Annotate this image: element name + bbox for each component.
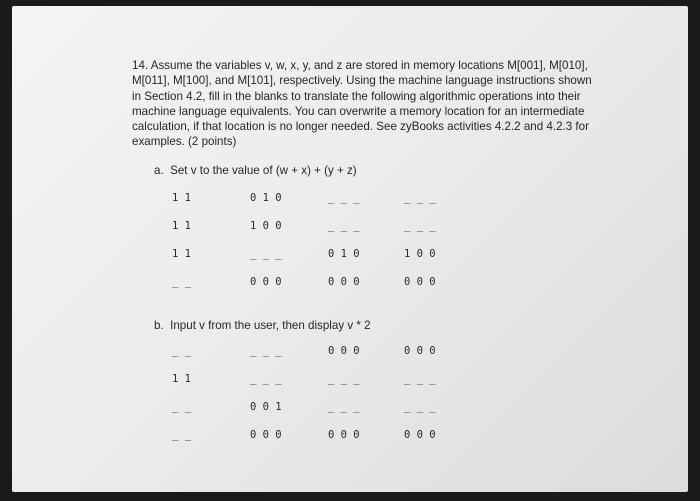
part-b-label: b. (154, 319, 164, 332)
part-b-heading (154, 319, 371, 332)
part-b-bit-group: 0 0 0 (250, 429, 282, 441)
part-a-bit-group: 1 0 0 (404, 248, 436, 260)
part-a-bit-group: 0 0 0 (404, 276, 436, 288)
question-text: Assume the variables v, w, x, y, and z are stored in memory locations M[001], M[010], M[011], M[100], and M[101], respectively. Using the machine language instructions shown in Section 4.2, fill in the blanks to translate the following algorithmic operations into their machine language equivalents. You can overwrite a memory location for an intermediate calculation, if that location is no longer needed. See zyBooks activities 4.2.2 and 4.2.3 for examples. (2 points) (132, 59, 592, 149)
part-a-bit-group: 1 1 (172, 248, 191, 260)
part-a-bit-group: 0 1 0 (250, 192, 282, 204)
question-14 (132, 58, 602, 150)
part-a-bit-group: 1 1 (172, 192, 191, 204)
part-b-bit-group: 0 0 0 (328, 429, 360, 441)
part-b-bit-group: 0 0 1 (250, 401, 282, 413)
part-a-label: a. (154, 164, 164, 177)
part-b-bit-group: 1 1 (172, 373, 191, 385)
part-b-prompt: Input v from the user, then display v * 2 (170, 319, 371, 332)
part-b-blank-field[interactable]: _ _ (172, 401, 191, 413)
part-b-bit-group: 0 0 0 (404, 345, 436, 357)
question-number: 14. (132, 59, 149, 72)
part-a-bit-group: 0 0 0 (250, 276, 282, 288)
part-a-blank-field[interactable]: _ _ _ (250, 248, 282, 260)
part-a-bit-group: 1 0 0 (250, 220, 282, 232)
part-b-bit-group: 0 0 0 (404, 429, 436, 441)
part-b-blank-field[interactable]: _ _ _ (328, 373, 360, 385)
part-b-blank-field[interactable]: _ _ _ (250, 373, 282, 385)
part-a-blank-field[interactable]: _ _ _ (328, 220, 360, 232)
part-b-blank-field[interactable]: _ _ (172, 429, 191, 441)
part-b-blank-field[interactable]: _ _ _ (404, 373, 436, 385)
part-a-bit-group: 0 1 0 (328, 248, 360, 260)
part-a-blank-field[interactable]: _ _ (172, 276, 191, 288)
part-a-bit-group: 0 0 0 (328, 276, 360, 288)
part-b-blank-field[interactable]: _ _ (172, 345, 191, 357)
part-a-heading (154, 164, 357, 177)
part-b-blank-field[interactable]: _ _ _ (404, 401, 436, 413)
part-a-prompt: Set v to the value of (w + x) + (y + z) (170, 164, 357, 177)
part-a-blank-field[interactable]: _ _ _ (404, 192, 436, 204)
part-a-blank-field[interactable]: _ _ _ (404, 220, 436, 232)
part-a-bit-group: 1 1 (172, 220, 191, 232)
part-b-blank-field[interactable]: _ _ _ (328, 401, 360, 413)
part-a-blank-field[interactable]: _ _ _ (328, 192, 360, 204)
part-b-blank-field[interactable]: _ _ _ (250, 345, 282, 357)
worksheet-page (12, 6, 688, 492)
part-b-bit-group: 0 0 0 (328, 345, 360, 357)
